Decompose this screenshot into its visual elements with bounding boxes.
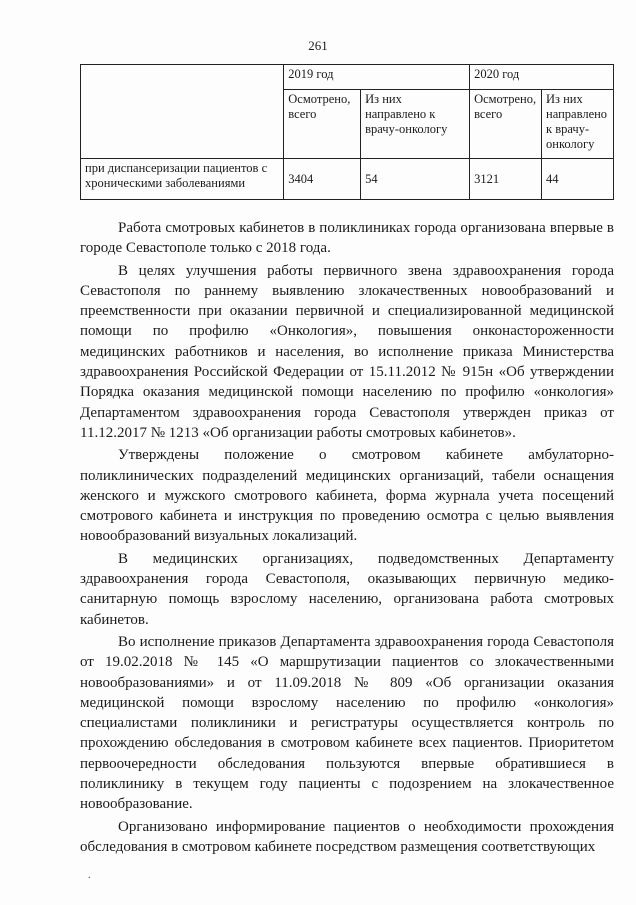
paragraph: Во исполнение приказов Департамента здравоохранения города Севастополя от 19.02.2018 № 145 «О маршрутизации пациентов со злокачественными новообразованиями» и от 11.09.2018 № 809 «Об организации оказания медицинской помощи взрослому населению по профилю «онкология» специалистами поликлиники и регистратуры осуществляется контроль по прохождению обследования в смотровом кабинете всех пациентов. Приоритетом первоочередности обследования пользуются впервые обратившиеся в поликлинику в текущем году пациенты с подозрением на злокачественное новообразование.	[80, 633, 614, 813]
referred-2019-value: 54	[361, 159, 470, 200]
body-text	[80, 218, 614, 859]
footer-mark: .	[88, 870, 91, 881]
paragraph: Работа смотровых кабинетов в поликлиниках города организована впервые в городе Севастополе только с 2018 года.	[80, 220, 614, 257]
table-corner-cell	[81, 65, 284, 159]
referred-2020-value: 44	[542, 159, 614, 200]
examined-2019-header: Осмотрено, всего	[284, 90, 361, 159]
paragraph: Утверждены положение о смотровом кабинете амбулаторно-поликлинических подразделений медицинских организаций, табели оснащения женского и мужского смотрового кабинета, форма журнала учета посещений смотрового кабинета и инструкция по проведению осмотра с целью выявления новообразований визуальных локализаций.	[80, 447, 614, 545]
paragraph: В медицинских организациях, подведомственных Департаменту здравоохранения города Севастополя, оказывающих первичную медико-санитарную помощь взрослому населению, организована работа смотровых кабинетов.	[80, 550, 614, 628]
examined-2020-value: 3121	[470, 159, 542, 200]
examined-2020-header: Осмотрено, всего	[470, 90, 542, 159]
statistics-table	[80, 64, 614, 200]
referred-2020-header: Из них направлено к врачу-онкологу	[542, 90, 614, 159]
paragraph: Организовано информирование пациентов о необходимости прохождения обследования в смотровом кабинете посредством размещения соответствующих	[80, 818, 614, 855]
row-label: при диспансеризации пациентов с хроническими заболеваниями	[81, 159, 284, 200]
year-2020-header: 2020 год	[470, 65, 614, 90]
referred-2019-header: Из них направлено к врачу-онкологу	[361, 90, 470, 159]
table-row	[81, 159, 614, 200]
page-number: 261	[308, 38, 328, 53]
table-header-years	[81, 65, 614, 90]
examined-2019-value: 3404	[284, 159, 361, 200]
paragraph: В целях улучшения работы первичного звена здравоохранения города Севастополя по раннему выявлению злокачественных новообразований и преемственности при оказании первичной и специализированной медицинской помощи по профилю «Онкология», повышения онконастороженности медицинских работников и населения, во исполнение приказа Министерства здравоохранения Российской Федерации от 15.11.2012 № 915н «Об утверждении Порядка оказания медицинской помощи населению по профилю «онкология» Департаментом здравоохранения города Севастополя утвержден приказ от 11.12.2017 № 1213 «Об организации работы смотровых кабинетов».	[80, 262, 614, 441]
year-2019-header: 2019 год	[284, 65, 470, 90]
